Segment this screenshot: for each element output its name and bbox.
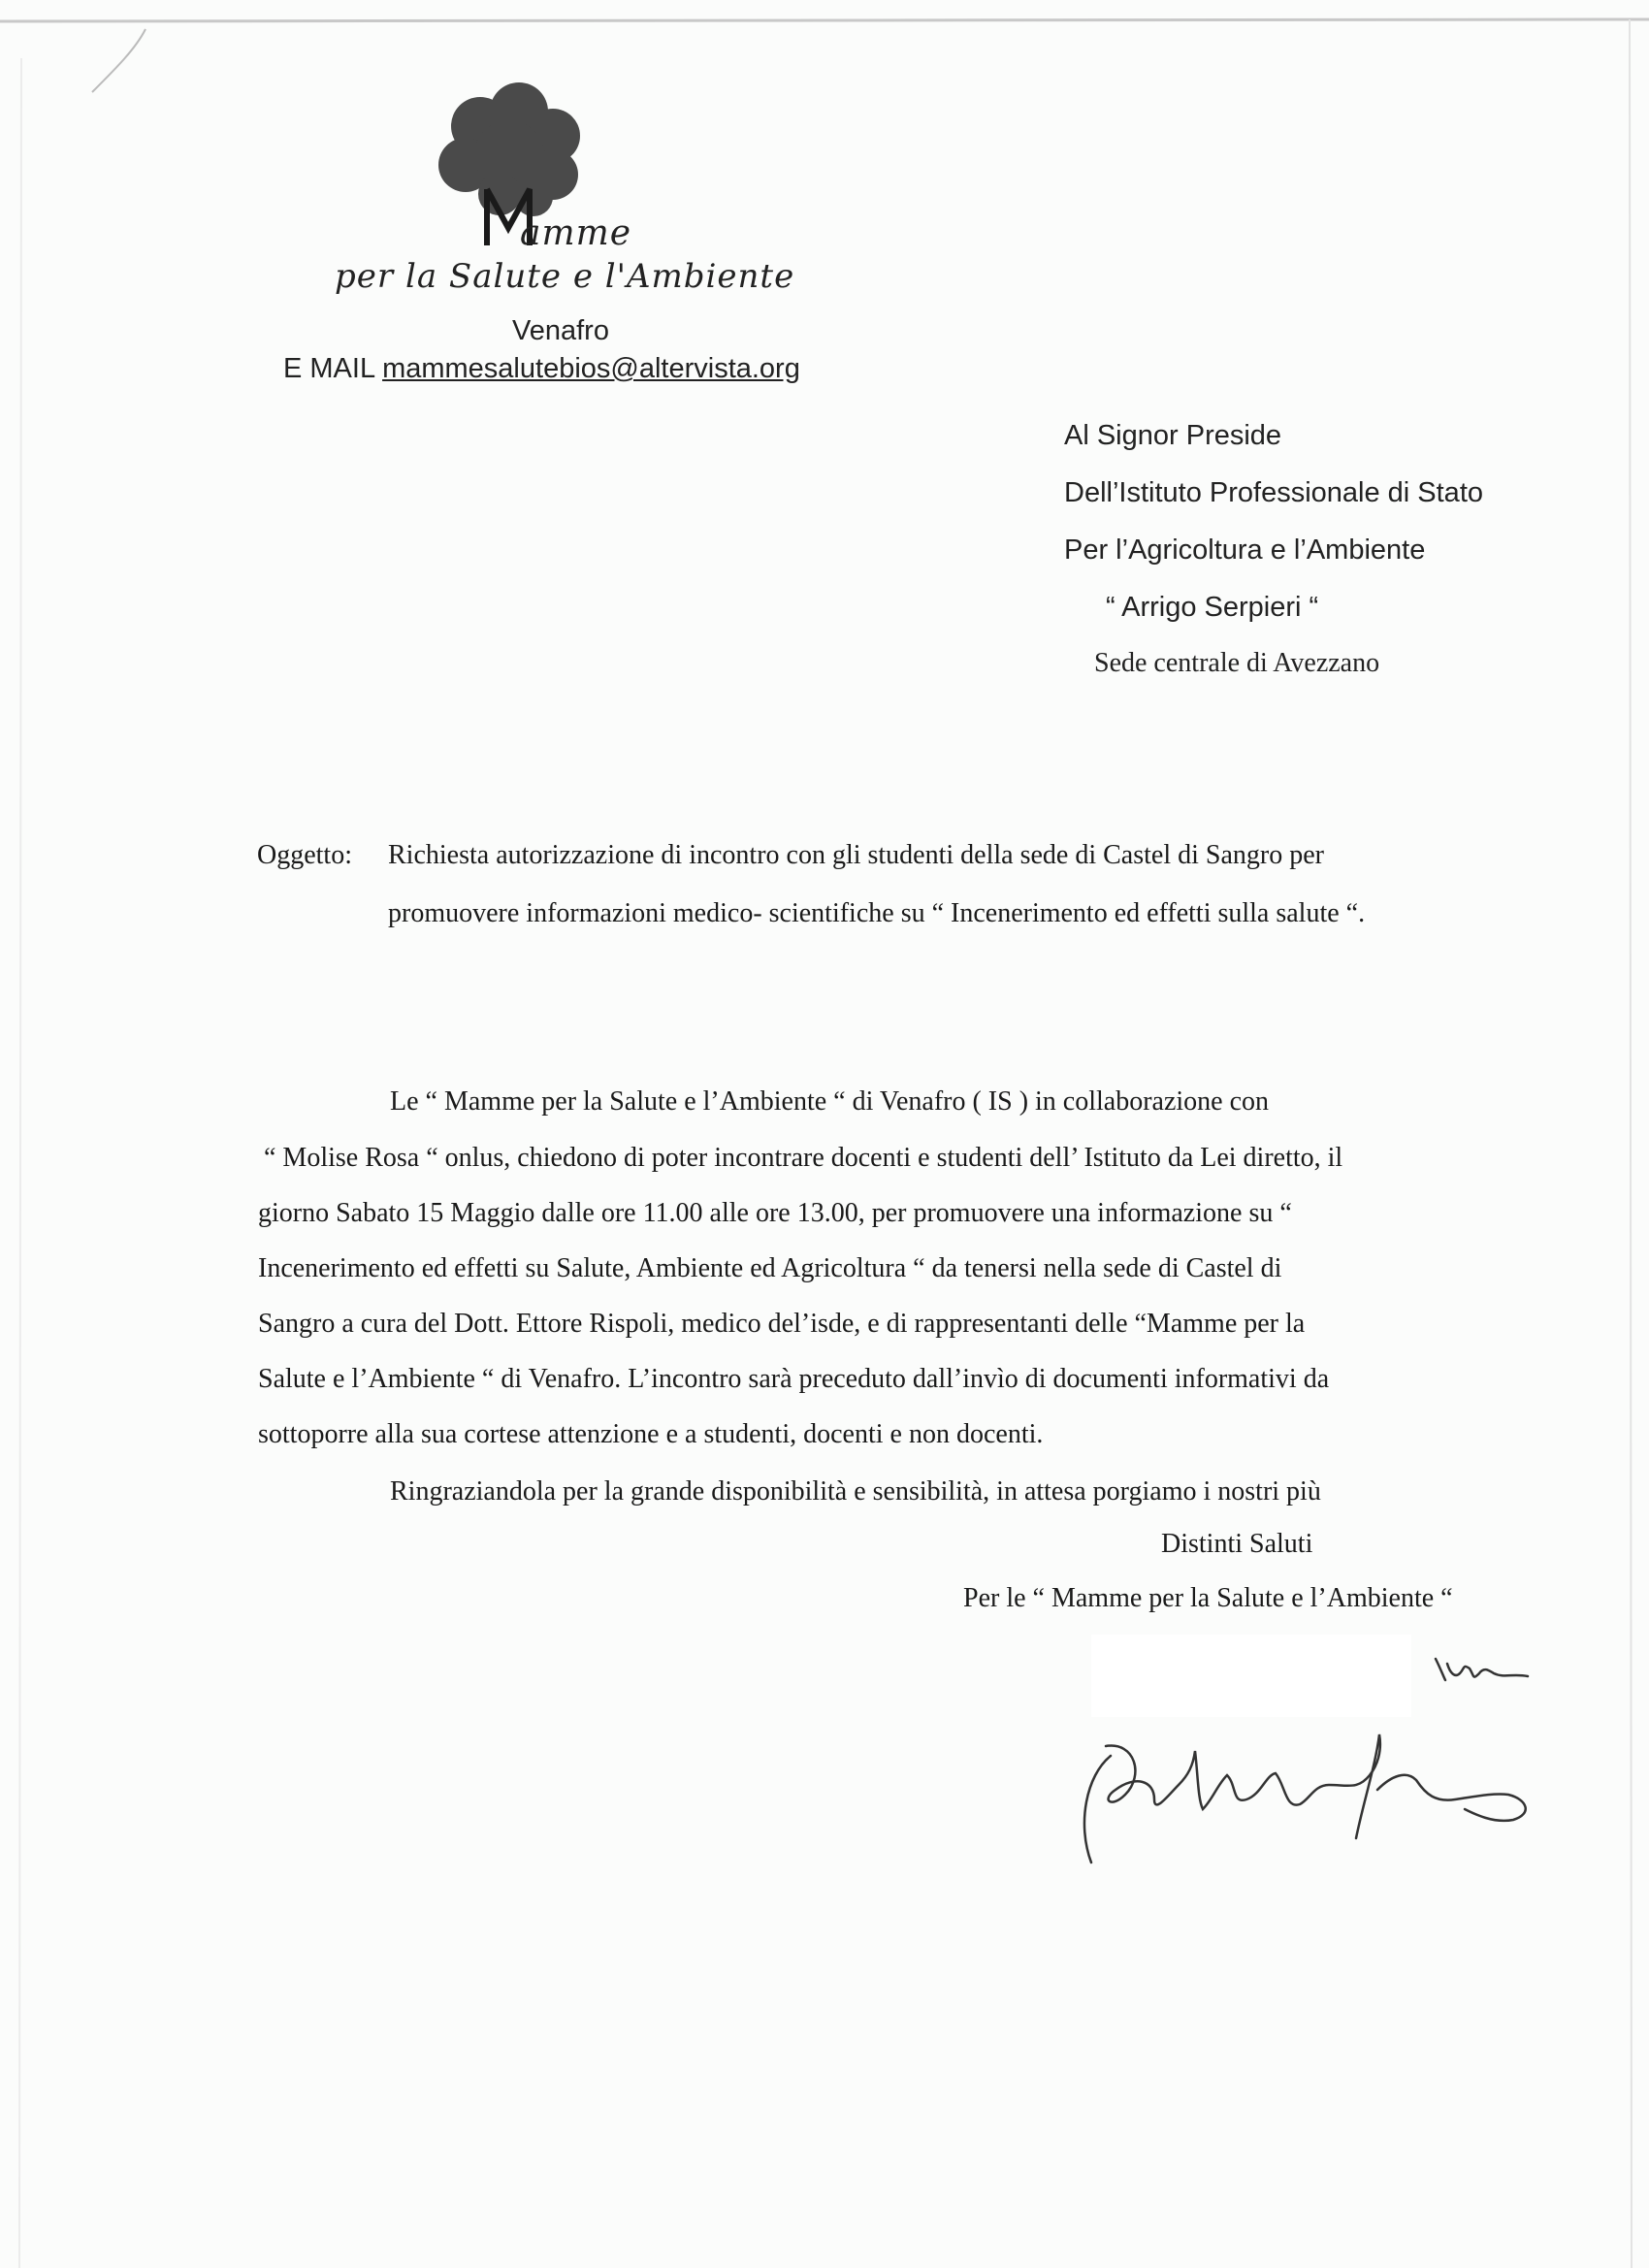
body-line-7: sottoporre alla sua cortese attenzione e a studenti, docenti e non docenti.: [258, 1419, 1044, 1449]
body-line-5: Sangro a cura del Dott. Ettore Rispoli, medico del’isde, e di rappresentanti delle “Mamme per la: [258, 1309, 1306, 1339]
sender-email-line: [283, 353, 800, 385]
subject-line-2: promuovere informazioni medico- scientifiche su “ Incenerimento ed effetti sulla salute “.: [388, 898, 1366, 928]
handwritten-signatures: [1009, 1630, 1610, 1892]
body-line-3: giorno Sabato 15 Maggio dalle ore 11.00 alle ore 13.00, per promuovere una informazione su “: [258, 1198, 1292, 1228]
email-label: E MAIL: [283, 353, 375, 384]
logo-text-amme: amme: [520, 213, 632, 253]
closing-signoff: Per le “ Mamme per la Salute e l’Ambiente “: [963, 1583, 1453, 1613]
closing-greeting: Distinti Saluti: [1161, 1529, 1313, 1559]
recipient-line-3: Per l’Agricoltura e l’Ambiente: [1064, 535, 1426, 566]
subject-label: Oggetto:: [257, 840, 352, 870]
email-link[interactable]: mammesalutebios@altervista.org: [382, 353, 800, 384]
body-line-6: Salute e l’Ambiente “ di Venafro. L’incontro sarà preceduto dall’invìo di documenti informativi da: [258, 1364, 1330, 1394]
logo-text-subtitle: per la Salute e l'Ambiente: [335, 257, 795, 296]
recipient-line-1: Al Signor Preside: [1064, 420, 1282, 451]
body-line-4: Incenerimento ed effetti su Salute, Ambiente ed Agricoltura “ da tenersi nella sede di Castel di: [258, 1253, 1282, 1283]
recipient-line-2: Dell’Istituto Professionale di Stato: [1064, 477, 1483, 508]
body-line-8: Ringraziandola per la grande disponibilità e sensibilità, in attesa porgiamo i nostri più: [390, 1476, 1321, 1507]
recipient-line-5: Sede centrale di Avezzano: [1094, 648, 1380, 678]
subject-line-1: Richiesta autorizzazione di incontro con gli studenti della sede di Castel di Sangro per: [388, 840, 1324, 870]
sender-city: Venafro: [512, 315, 609, 346]
body-line-1: Le “ Mamme per la Salute e l’Ambiente “ di Venafro ( IS ) in collaborazione con: [390, 1086, 1270, 1117]
recipient-line-4: “ Arrigo Serpieri “: [1106, 592, 1319, 623]
body-line-2: “ Molise Rosa “ onlus, chiedono di poter incontrare docenti e studenti dell’ Istituto da Lei diretto, il: [264, 1143, 1343, 1173]
